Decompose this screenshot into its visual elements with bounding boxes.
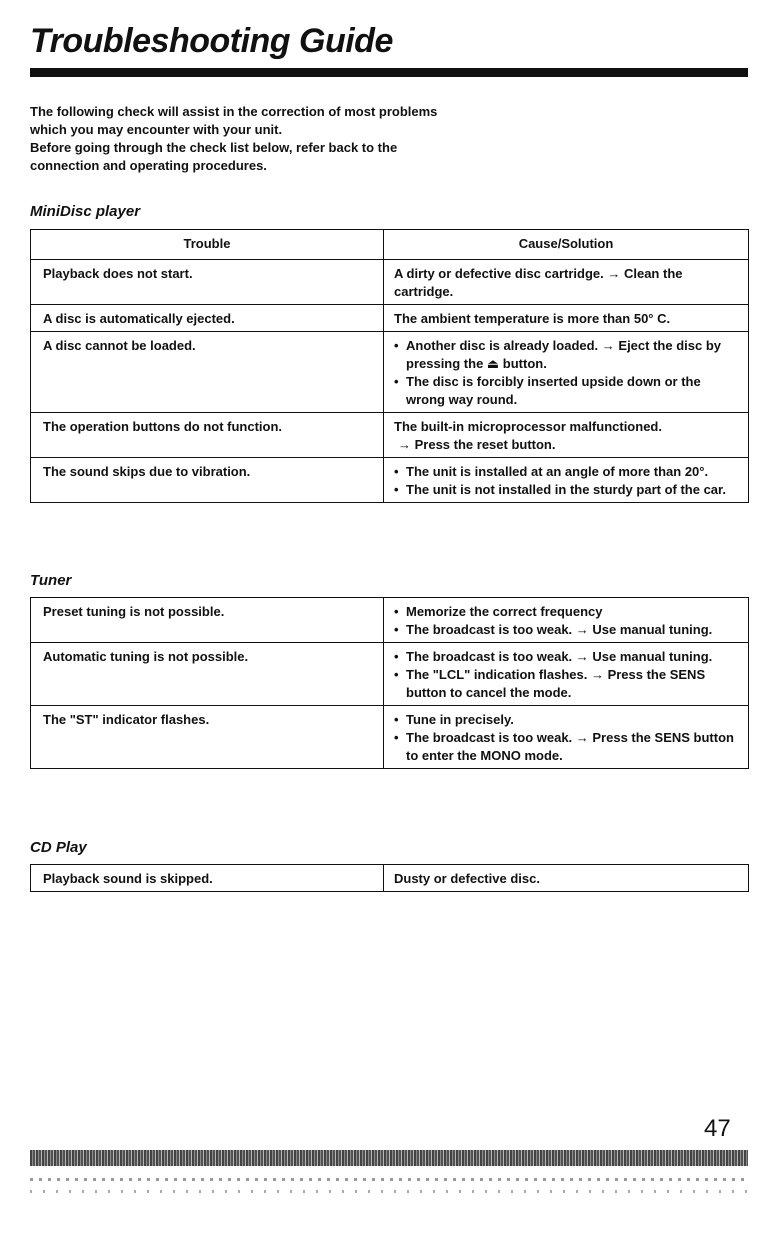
trouble-cell: Preset tuning is not possible.: [31, 598, 384, 643]
solution-cell: The ambient temperature is more than 50° C.: [384, 305, 749, 332]
solution-item: • Another disc is already loaded. → Eject the disc by pressing the ⏏ button.: [394, 337, 740, 373]
page-number: 47: [704, 1115, 731, 1142]
intro-text: [30, 103, 590, 175]
title-rule: [30, 68, 748, 77]
solution-line: → Press the reset button.: [398, 437, 556, 452]
trouble-cell: A disc is automatically ejected.: [31, 305, 384, 332]
solution-cell: [384, 332, 749, 413]
solution-cell: [384, 643, 749, 706]
solution-item: • The unit is not installed in the sturdy part of the car.: [394, 481, 740, 499]
column-header-cause: Cause/Solution: [384, 230, 749, 260]
trouble-cell: Playback sound is skipped.: [31, 865, 384, 892]
solution-cell: [384, 458, 749, 503]
table-row: [31, 706, 749, 769]
intro-line: which you may encounter with your unit.: [30, 122, 283, 137]
solution-cell: Dusty or defective disc.: [384, 865, 749, 892]
page-title: Troubleshooting Guide: [30, 22, 393, 60]
column-header-trouble: Trouble: [31, 230, 384, 260]
solution-item: • Tune in precisely.: [394, 711, 740, 729]
solution-line: The built-in microprocessor malfunctioned.: [394, 419, 662, 434]
footer-noise: [30, 1178, 748, 1181]
cd-table: [30, 864, 749, 892]
minidisc-table: [30, 229, 749, 503]
table-row: [31, 305, 749, 332]
footer-band: [30, 1150, 748, 1166]
trouble-cell: The operation buttons do not function.: [31, 413, 384, 458]
solution-cell: [384, 598, 749, 643]
table-row: [31, 865, 749, 892]
trouble-cell: The sound skips due to vibration.: [31, 458, 384, 503]
solution-item: • The "LCL" indication flashes. → Press the SENS button to cancel the mode.: [394, 666, 740, 702]
table-row: [31, 458, 749, 503]
section-title-minidisc: MiniDisc player: [30, 203, 141, 220]
table-row: [31, 598, 749, 643]
table-row: [31, 643, 749, 706]
table-row: [31, 413, 749, 458]
intro-line: connection and operating procedures.: [30, 158, 267, 173]
solution-cell: [384, 413, 749, 458]
trouble-cell: Playback does not start.: [31, 260, 384, 305]
solution-item: • Memorize the correct frequency: [394, 603, 740, 621]
solution-item: • The unit is installed at an angle of more than 20°.: [394, 463, 740, 481]
solution-item: • The broadcast is too weak. → Use manual tuning.: [394, 648, 740, 666]
tuner-table: [30, 597, 749, 769]
solution-item: • The broadcast is too weak. → Press the SENS button to enter the MONO mode.: [394, 729, 740, 765]
trouble-cell: Automatic tuning is not possible.: [31, 643, 384, 706]
intro-line: The following check will assist in the correction of most problems: [30, 104, 438, 119]
table-row: [31, 260, 749, 305]
trouble-cell: The "ST" indicator flashes.: [31, 706, 384, 769]
solution-item: • The disc is forcibly inserted upside down or the wrong way round.: [394, 373, 740, 409]
solution-cell: [384, 706, 749, 769]
table-row: [31, 332, 749, 413]
trouble-cell: A disc cannot be loaded.: [31, 332, 384, 413]
table-header-row: [31, 230, 749, 260]
solution-item: • The broadcast is too weak. → Use manual tuning.: [394, 621, 740, 639]
section-title-tuner: Tuner: [30, 572, 72, 589]
intro-line: Before going through the check list below, refer back to the: [30, 140, 398, 155]
solution-cell: A dirty or defective disc cartridge. → Clean the cartridge.: [384, 260, 749, 305]
footer-noise: [30, 1190, 748, 1193]
section-title-cd: CD Play: [30, 839, 87, 856]
